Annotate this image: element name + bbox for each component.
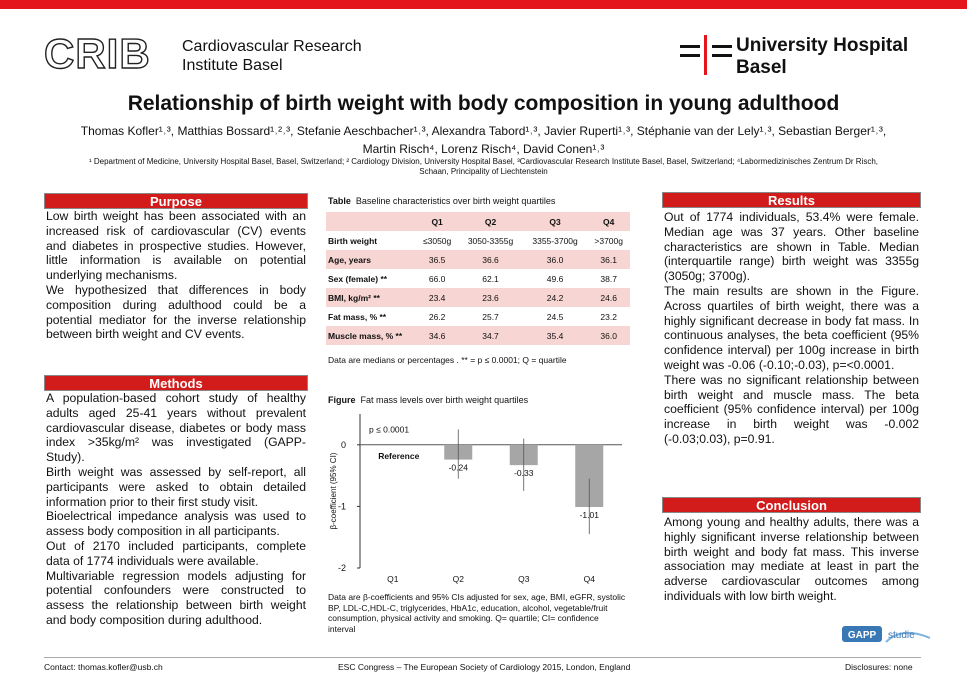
gapp-logo-subtext: studie [888,630,915,641]
figure-caption-text: Fat mass levels over birth weight quartiles [360,395,529,405]
table-cell: 36.1 [600,254,617,265]
table-row-label: Muscle mass, % ** [328,330,403,341]
p-value-annotation: p ≤ 0.0001 [369,424,410,435]
gapp-logo-icon [842,624,932,648]
table-row-label: Birth weight [328,235,378,246]
table-note: Data are medians or percentages . ** = p ≤ 0.0001; Q = quartile [328,355,567,365]
table-row [326,250,630,269]
data-label: Reference [378,450,420,461]
purpose-heading: Purpose [44,193,308,209]
table-cell: 49.6 [546,273,564,284]
table-cell: 24.2 [546,292,564,303]
methods-heading: Methods [44,375,308,391]
gapp-logo-text: GAPP [847,630,877,641]
methods-paragraph: Out of 2170 included participants, complete data of 1774 individuals were available. [46,538,306,568]
affiliations-line-1: ¹ Department of Medicine, University Hospital Basel, Basel, Switzerland; ² Cardiology Division, University Hospital Basel, ³Cardiovascular Research Institute Basel, Basel, Switzerland; ⁴Labormedizinisches Zentrum Dr Risch, [88,157,879,166]
methods-paragraph: Multivariable regression models adjusting for potential confounders were constructed to assess the relationship between birth weight and body composition during adulthood. [46,568,306,627]
results-paragraph: Out of 1774 individuals, 53.4% were female. Median age was 37 years. Other baseline characteristics are shown in Table. Median (interquartile range) birth weight was 3355g (3050g; 3700g). [664,210,919,284]
conclusion-heading: Conclusion [662,497,921,513]
table-cell: 66.0 [428,273,446,284]
y-tick-label: -1 [337,501,346,512]
x-tick-label: Q3 [518,574,530,584]
crib-institute-name [182,37,362,75]
table-cell: 34.6 [428,330,446,341]
table-cell: 24.6 [600,292,617,303]
affiliations [40,157,927,177]
table-caption [328,196,555,206]
top-accent-bar [0,0,967,9]
table-cell: 34.7 [482,330,499,341]
conclusion-body [662,513,921,604]
table-row-label: Fat mass, % ** [328,311,387,322]
results-paragraph: The main results are shown in the Figure. Across quartiles of birth weight, there was a highly significant decrease in body fat mass. In continuous analyses, the beta coefficient (95% confidence interval) per 100g increase in birth weight was -0.06 (-0.10;-0.03), p=<0.0001. [664,283,919,372]
uhb-line-2: Basel [736,57,787,78]
table-header-cell [326,212,416,231]
y-tick-label: -2 [337,563,346,573]
x-tick-label: Q4 [583,574,595,584]
table-cell: 36.0 [600,330,617,341]
table-row-label: Sex (female) ** [328,273,388,284]
table-header-cell: Q3 [549,216,561,227]
disclosures-text: Disclosures: none [845,662,913,672]
results-heading: Results [662,192,921,208]
contact-text: Contact: thomas.kofler@usb.ch [44,662,163,672]
results-section [662,192,921,447]
methods-paragraph: Birth weight was assessed by self-report, all participants were asked to obtain detailed information prior to their first study visit. [46,464,306,509]
table-label: Table [328,196,351,206]
footer-divider [44,657,921,658]
methods-paragraph: Bioelectrical impedance analysis was used to assess body composition in all participants. [46,509,306,539]
table-cell: 35.4 [546,330,564,341]
x-tick-label: Q1 [387,574,399,584]
data-label: -1.01 [579,510,599,521]
figure-caption [328,395,528,405]
purpose-paragraph: We hypothesized that differences in body composition during adulthood could be a potential mediator for the inverse relationship between birth weight and CV events. [46,282,306,342]
affiliations-line-2: Schaan, Principality of Liechtenstein [419,167,548,176]
table-header-cell: Q1 [431,216,443,227]
table-cell: 3050-3355g [467,235,514,246]
table-row [326,326,630,345]
gapp-logo [842,624,932,651]
y-tick-label: 0 [340,439,346,450]
figure-note: Data are β-coefficients and 95% CIs adjusted for sex, age, BMI, eGFR, systolic BP, LDL-C,HDL-C, triglycerides, HbA1c, education, alcohol, vegetable/fruit consumption, physical activity and smoking. Q= quartile; CI= confidence interval [328,592,626,634]
fat-mass-chart [326,408,626,595]
table-row [326,231,630,250]
table-header-row [326,212,630,231]
table-cell: 23.4 [428,292,446,303]
conclusion-paragraph: Among young and healthy adults, there was a highly significant inverse relationship between birth weight and body fat mass. This inverse association may mediate at least in part the adverse cardiovascular outcomes among individuals with low birth weight. [664,515,919,603]
baseline-table [326,212,630,345]
table-cell: 36.0 [546,254,564,265]
table-row-label: Age, years [328,254,371,265]
chart-svg [326,408,626,590]
table-cell: 26.2 [428,311,446,322]
methods-paragraph: A population-based cohort study of healthy adults aged 25-41 years without prevalent cardiovascular disease, diabetes or body mass index >35kg/m² was investigated (GAPP-Study). [46,391,306,465]
authors-line-2: Martin Risch⁴, Lorenz Risch⁴, David Conen¹˒³ [362,142,605,156]
crib-logo: CRIB [44,30,151,77]
table-cell: 38.7 [600,273,617,284]
results-paragraph: There was no significant relationship between birth weight and muscle mass. The beta coefficient (95% confidence interval) per 100g increase in birth weight was -0.002 (-0.03;0.03), p=0.91. [664,372,919,446]
methods-section [44,375,308,628]
y-axis-label: β-coefficient (95% CI) [329,452,338,530]
data-label: -0.24 [448,462,468,473]
results-body [662,208,921,447]
table-cell: 24.5 [546,311,564,322]
table-cell: ≤3050g [422,235,452,246]
purpose-body [44,209,308,342]
table-caption-text: Baseline characteristics over birth weight quartiles [355,196,556,206]
table-cell: 3355-3700g [532,235,578,246]
uhb-line-1: University Hospital [736,35,909,56]
hospital-emblem-icon [680,35,732,75]
crib-line-2: Institute Basel [182,57,283,74]
table-cell: 23.2 [600,311,617,322]
table-cell: 62.1 [482,273,499,284]
authors-line-1: Thomas Kofler¹˒³, Matthias Bossard¹˒²˒³, Stefanie Aeschbacher¹˒³, Alexandra Tabord¹˒³, Javier Ruperti¹˒³, Stéphanie van der Lely¹˒³, Sebastian Berger¹˒³, [80,124,887,138]
methods-body [44,391,308,628]
conclusion-section [662,497,921,604]
table-cell: 36.5 [428,254,446,265]
table-row [326,288,630,307]
table-row [326,307,630,326]
table-cell: 23.6 [482,292,499,303]
poster-title: Relationship of birth weight with body composition in young adulthood [127,92,840,115]
data-label: -0.33 [514,468,534,479]
table-row-label: BMI, kg/m² ** [328,292,380,303]
table-header-cell: Q4 [603,216,615,227]
table-cell: >3700g [594,235,623,246]
x-tick-label: Q2 [452,574,464,584]
table-header-cell: Q2 [484,216,497,227]
author-list [30,122,937,158]
table-cell: 36.6 [482,254,499,265]
table-cell: 25.7 [482,311,499,322]
table-row [326,269,630,288]
purpose-paragraph: Low birth weight has been associated with an increased risk of cardiovascular (CV) events and diabetes in prospective studies. However, little information is available on potential underlying mechanisms. [46,209,306,283]
purpose-section [44,193,308,342]
figure-label: Figure [328,395,356,405]
crib-line-1: Cardiovascular Research [182,38,362,55]
congress-text: ESC Congress – The European Society of Cardiology 2015, London, England [338,662,631,672]
